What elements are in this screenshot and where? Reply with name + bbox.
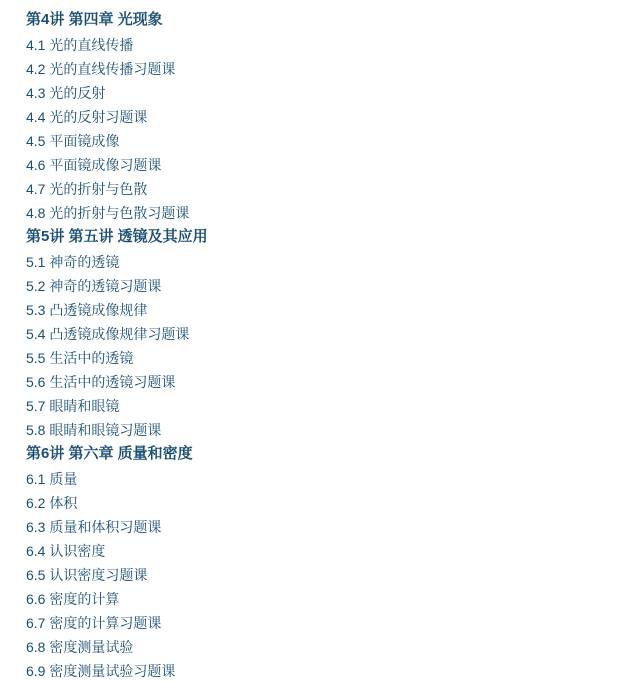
- section-title-chapter-6[interactable]: 第6讲 第六章 质量和密度: [26, 445, 193, 462]
- list-item[interactable]: 5.5 生活中的透镜: [26, 350, 134, 366]
- list-item[interactable]: 5.7 眼睛和眼镜: [26, 398, 120, 414]
- list-item[interactable]: 6.1 质量: [26, 471, 78, 487]
- list-item[interactable]: 6.2 体积: [26, 495, 78, 511]
- list-item[interactable]: 4.3 光的反射: [26, 85, 106, 101]
- list-item[interactable]: 6.4 认识密度: [26, 543, 106, 559]
- list-item[interactable]: 6.7 密度的计算习题课: [26, 615, 162, 631]
- toc-group: [26, 442, 631, 683]
- list-item[interactable]: 5.6 生活中的透镜习题课: [26, 374, 176, 390]
- list-item[interactable]: 5.1 神奇的透镜: [26, 254, 120, 270]
- list-item[interactable]: 4.8 光的折射与色散习题课: [26, 205, 190, 221]
- list-item[interactable]: 4.1 光的直线传播: [26, 37, 134, 53]
- list-item[interactable]: 6.9 密度测量试验习题课: [26, 663, 176, 679]
- list-item[interactable]: 4.2 光的直线传播习题课: [26, 61, 176, 77]
- list-item[interactable]: 4.5 平面镜成像: [26, 133, 120, 149]
- list-item[interactable]: 4.4 光的反射习题课: [26, 109, 148, 125]
- section-title-chapter-5[interactable]: 第5讲 第五讲 透镜及其应用: [26, 228, 208, 245]
- list-item[interactable]: 5.2 神奇的透镜习题课: [26, 278, 162, 294]
- list-item[interactable]: 6.3 质量和体积习题课: [26, 519, 162, 535]
- list-item[interactable]: 4.7 光的折射与色散: [26, 181, 148, 197]
- toc-group: [26, 8, 631, 225]
- list-item[interactable]: 4.6 平面镜成像习题课: [26, 157, 162, 173]
- list-item[interactable]: 6.6 密度的计算: [26, 591, 120, 607]
- list-item[interactable]: 5.4 凸透镜成像规律习题课: [26, 326, 190, 342]
- toc-group: [26, 225, 631, 442]
- list-item[interactable]: 6.8 密度测量试验: [26, 639, 134, 655]
- list-item[interactable]: 6.5 认识密度习题课: [26, 567, 148, 583]
- list-item[interactable]: 5.8 眼睛和眼镜习题课: [26, 422, 162, 438]
- list-item[interactable]: 5.3 凸透镜成像规律: [26, 302, 148, 318]
- section-title-chapter-4[interactable]: 第4讲 第四章 光现象: [26, 11, 163, 28]
